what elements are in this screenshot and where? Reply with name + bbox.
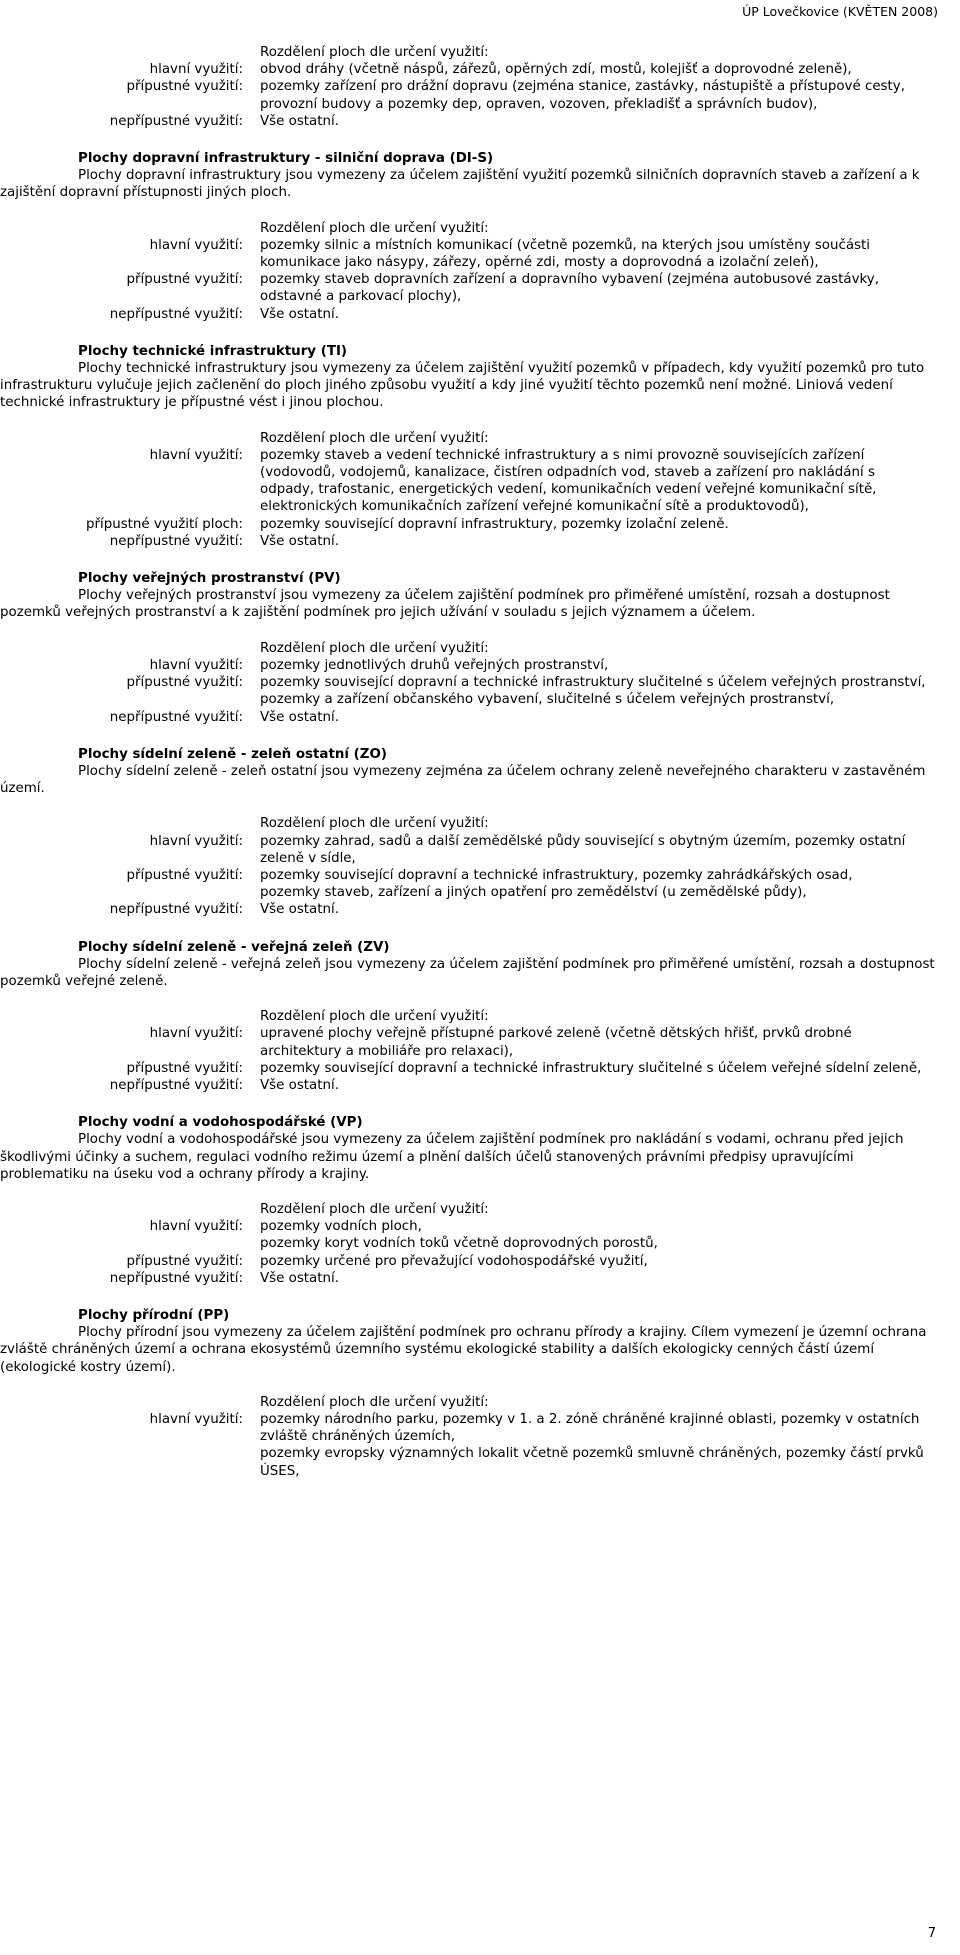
rules-heading: Rozdělení ploch dle určení využití: <box>260 640 489 656</box>
section-title: Plochy vodní a vodohospodářské (VP) <box>78 1115 363 1131</box>
usage-text: pozemky evropsky významných lokalit včetně pozemků smluvně chráněných, pozemky částí prvků ÚSES, <box>260 1446 924 1479</box>
rules-heading: Rozdělení ploch dle určení využití: <box>260 430 489 446</box>
usage-text: pozemky jednotlivých druhů veřejných prostranství, <box>260 657 609 673</box>
rules-heading-spacer <box>0 44 260 61</box>
usage-text: pozemky národního parku, pozemky v 1. a 2. zóně chráněné krajinné oblasti, pozemky v ostatních zvláště chráněných územích, <box>260 1412 920 1445</box>
usage-text: obvod dráhy (včetně náspů, zářezů, opěrných zdí, mostů, kolejišť a doprovodné zeleně), <box>260 62 852 78</box>
rules-heading-spacer <box>0 1201 260 1218</box>
usage-rules <box>0 815 960 918</box>
section-block <box>0 570 960 726</box>
section-title: Plochy technické infrastruktury (TI) <box>78 343 348 359</box>
rules-heading-row <box>0 1008 960 1025</box>
usage-label: přípustné využití: <box>126 79 243 95</box>
rules-heading: Rozdělení ploch dle určení využití: <box>260 816 489 832</box>
usage-text: pozemky silnic a místních komunikací (včetně pozemků, na kterých jsou umístěny součásti komunikace jako násypy, zářezy, opěrné zdi, mosty a doprovodná a izolační zeleň), <box>260 237 870 271</box>
usage-text: pozemky koryt vodních toků včetně doprovodných porostů, <box>260 1236 658 1252</box>
usage-text: Vše ostatní. <box>260 1077 339 1093</box>
rules-heading-spacer <box>0 815 260 832</box>
usage-label: nepřípustné využití: <box>109 1077 243 1093</box>
usage-rules <box>0 1008 960 1094</box>
usage-label: přípustné využití: <box>126 675 243 691</box>
usage-row <box>0 709 960 726</box>
section-block <box>0 1114 960 1287</box>
usage-row <box>0 867 960 884</box>
usage-label: přípustné využití ploch: <box>85 516 243 532</box>
rules-heading-row <box>0 44 960 61</box>
usage-label: přípustné využití: <box>126 867 243 883</box>
usage-row <box>0 237 960 271</box>
usage-row <box>0 657 960 674</box>
usage-label: nepřípustné využití: <box>109 902 243 918</box>
section-title: Plochy sídelní zeleně - veřejná zeleň (ZV) <box>78 939 390 955</box>
usage-label: hlavní využití: <box>149 1026 243 1042</box>
usage-text: upravené plochy veřejně přístupné parkové zeleně (včetně dětských hřišť, prvků drobné architektury a mobiliáře pro relaxaci), <box>260 1026 852 1059</box>
usage-text: pozemky a zařízení občanského vybavení, slučitelné s účelem veřejných prostranství, <box>260 692 835 708</box>
usage-row <box>0 884 960 901</box>
section-block <box>0 150 960 323</box>
rules-heading-spacer <box>0 430 260 447</box>
usage-label: nepřípustné využití: <box>109 709 243 725</box>
usage-text: Vše ostatní. <box>260 533 339 549</box>
rules-heading-spacer <box>0 1008 260 1025</box>
rules-heading-row <box>0 815 960 832</box>
usage-row <box>0 1077 960 1094</box>
usage-rules <box>0 640 960 726</box>
usage-label <box>0 691 260 708</box>
usage-label: nepřípustné využití: <box>109 533 243 549</box>
rules-heading-row <box>0 1394 960 1411</box>
rules-heading: Rozdělení ploch dle určení využití: <box>260 1394 489 1410</box>
section-block <box>0 1307 960 1480</box>
section-title: Plochy přírodní (PP) <box>78 1307 230 1323</box>
usage-label: přípustné využití: <box>126 1253 243 1269</box>
usage-label: hlavní využití: <box>149 1219 243 1235</box>
usage-row <box>0 61 960 78</box>
usage-row <box>0 271 960 305</box>
usage-row <box>0 1253 960 1270</box>
section-description: Plochy technické infrastruktury jsou vymezeny za účelem zajištění využití pozemků v případech, kdy využití pozemků pro tuto infrastrukturu vylučuje jejich začlenění do ploch jiného způsobu využití a kdy jiné využití těchto pozemků není možné. Liniová vedení technické infrastruktury je přípustné vést i jinou plochou. <box>0 361 925 411</box>
rules-heading-spacer <box>0 220 260 237</box>
usage-row <box>0 447 960 516</box>
section-title: Plochy sídelní zeleně - zeleň ostatní (ZO) <box>78 746 387 762</box>
usage-text: pozemky související dopravní a technické infrastruktury, pozemky zahrádkářských osad, <box>260 867 853 883</box>
usage-text: pozemky související dopravní infrastruktury, pozemky izolační zeleně. <box>260 516 729 532</box>
usage-text: Vše ostatní. <box>260 113 339 129</box>
usage-label <box>0 884 260 901</box>
rules-heading-spacer <box>0 640 260 657</box>
usage-text: pozemky vodních ploch, <box>260 1219 422 1235</box>
usage-label: přípustné využití: <box>126 1060 243 1076</box>
rules-heading: Rozdělení ploch dle určení využití: <box>260 45 489 60</box>
usage-row <box>0 1411 960 1445</box>
section-description: Plochy vodní a vodohospodářské jsou vymezeny za účelem zajištění podmínek pro nakládání s vodami, ochranu před jejich škodlivými účinky a suchem, regulaci vodního režimu území a plnění dalších účelů stanovených právními předpisy upravujícími problematiku na úseku vod a ochrany přírody a krajiny. <box>0 1132 904 1182</box>
usage-label: přípustné využití: <box>126 272 243 288</box>
usage-text: pozemky určené pro převažující vodohospodářské využití, <box>260 1253 648 1269</box>
section-block <box>0 939 960 1095</box>
usage-text: Vše ostatní. <box>260 709 339 725</box>
usage-label: hlavní využití: <box>149 62 243 78</box>
usage-label: nepřípustné využití: <box>109 306 243 322</box>
section-description: Plochy sídelní zeleně - zeleň ostatní jsou vymezeny zejména za účelem ochrany zeleně neveřejného charakteru v zastavěném území. <box>0 763 926 797</box>
rules-heading-row <box>0 1201 960 1218</box>
usage-text: pozemky staveb a vedení technické infrastruktury a s nimi provozně souvisejících zařízení (vodovodů, vodojemů, kanalizace, čistíren odpadních vod, staveb a zařízení pro nakládání s odpady, trafostanic, energetických vedení, komunikačních vedení veřejné komunikační sítě, elektronických komunikačních zařízení veřejné komunikační sítě a produktovodů), <box>260 447 877 515</box>
usage-label <box>0 1445 260 1479</box>
usage-row <box>0 113 960 130</box>
rules-heading-row <box>0 220 960 237</box>
usage-text: pozemky související dopravní a technické infrastruktury slučitelné s účelem veřejné sídelní zeleně, <box>260 1060 922 1076</box>
usage-row <box>0 833 960 867</box>
usage-row <box>0 1060 960 1077</box>
usage-label: hlavní využití: <box>149 1412 243 1427</box>
usage-rules <box>0 1201 960 1287</box>
usage-row <box>0 1025 960 1059</box>
section-description: Plochy přírodní jsou vymezeny za účelem zajištění podmínek pro ochranu přírody a krajiny. Cílem vymezení je územní ochrana zvláště chráněných území a ochrana ekosystémů územního systému ekologické stability a dalších ekologicky cenných částí území (ekologické kostry území). <box>0 1325 927 1375</box>
rules-heading: Rozdělení ploch dle určení využití: <box>260 220 489 236</box>
usage-row <box>0 691 960 708</box>
usage-text: Vše ostatní. <box>260 306 339 322</box>
usage-label: nepřípustné využití: <box>109 1270 243 1286</box>
usage-rules <box>0 430 960 550</box>
usage-label: nepřípustné využití: <box>109 113 243 129</box>
usage-rules <box>0 1394 960 1480</box>
usage-row <box>0 533 960 550</box>
usage-rules <box>0 220 960 323</box>
usage-row <box>0 1270 960 1287</box>
section-title: Plochy dopravní infrastruktury - silniční doprava (DI-S) <box>78 151 494 167</box>
rules-heading: Rozdělení ploch dle určení využití: <box>260 1009 489 1025</box>
rules-heading: Rozdělení ploch dle určení využití: <box>260 1201 489 1217</box>
section-block <box>0 746 960 919</box>
usage-row <box>0 516 960 533</box>
usage-row <box>0 1445 960 1479</box>
usage-row <box>0 674 960 691</box>
usage-label: hlavní využití: <box>149 447 243 463</box>
intro-block <box>0 44 960 130</box>
usage-text: pozemky staveb dopravních zařízení a dopravního vybavení (zejména autobusové zastávky, odstavné a parkovací plochy), <box>260 272 879 305</box>
usage-text: Vše ostatní. <box>260 902 339 918</box>
usage-text: Vše ostatní. <box>260 1270 339 1286</box>
section-description: Plochy dopravní infrastruktury jsou vymezeny za účelem zajištění využití pozemků silničních dopravních staveb a zařízení a k zajištění dopravní přístupnosti jiných ploch. <box>0 168 920 201</box>
usage-label: hlavní využití: <box>149 833 243 849</box>
section-description: Plochy sídelní zeleně - veřejná zeleň jsou vymezeny za účelem zajištění podmínek pro přiměřené umístění, rozsah a dostupnost pozemků veřejné zeleně. <box>0 956 935 989</box>
usage-row <box>0 78 960 112</box>
usage-label: hlavní využití: <box>149 657 243 673</box>
section-title: Plochy veřejných prostranství (PV) <box>78 571 341 587</box>
usage-row <box>0 901 960 918</box>
usage-row <box>0 1235 960 1252</box>
usage-row <box>0 1218 960 1235</box>
page-header: ÚP Lovečkovice (KVĚTEN 2008) <box>742 4 938 19</box>
section-block <box>0 343 960 550</box>
usage-rules <box>0 44 960 130</box>
section-description: Plochy veřejných prostranství jsou vymezeny za účelem zajištění podmínek pro přiměřené umístění, rozsah a dostupnost pozemků veřejných prostranství a k zajištění podmínek pro jejich užívání v souladu s jejich významem a účelem. <box>0 588 890 621</box>
page-number: 7 <box>927 1926 936 1941</box>
usage-label: hlavní využití: <box>149 237 243 253</box>
rules-heading-row <box>0 640 960 657</box>
usage-text: pozemky zahrad, sadů a další zemědělské půdy související s obytným územím, pozemky ostatní zeleně v sídle, <box>260 833 906 866</box>
rules-heading-spacer <box>0 1394 260 1411</box>
usage-text: pozemky staveb, zařízení a jiných opatření pro zemědělství (u zemědělské půdy), <box>260 885 807 901</box>
usage-text: pozemky zařízení pro drážní dopravu (zejména stanice, zastávky, nástupiště a přístupové cesty, provozní budovy a pozemky dep, opraven, vozoven, překladišť a správních budov), <box>260 79 905 112</box>
usage-row <box>0 306 960 323</box>
usage-label <box>0 1235 260 1252</box>
document-body <box>0 44 960 1500</box>
usage-text: pozemky související dopravní a technické infrastruktury slučitelné s účelem veřejných prostranství, <box>260 675 926 691</box>
rules-heading-row <box>0 430 960 447</box>
